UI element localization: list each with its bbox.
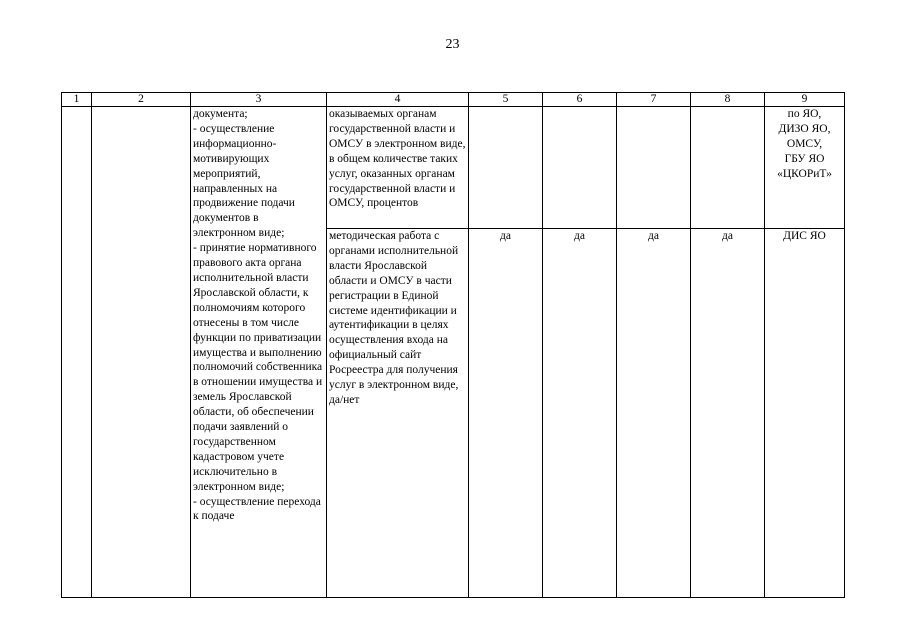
data-table xyxy=(61,92,845,598)
value-cell xyxy=(543,107,617,229)
value-cell xyxy=(469,107,543,229)
header-cell: 6 xyxy=(543,93,617,107)
cell-col1 xyxy=(62,107,92,598)
value-cell xyxy=(617,107,691,229)
responsible-cell: ДИС ЯО xyxy=(765,229,845,598)
header-cell: 7 xyxy=(617,93,691,107)
header-cell: 9 xyxy=(765,93,845,107)
table-row xyxy=(62,107,845,229)
cell-col2 xyxy=(92,107,191,598)
value-cell: да xyxy=(617,229,691,598)
header-cell: 3 xyxy=(191,93,327,107)
header-cell: 1 xyxy=(62,93,92,107)
indicator-cell: методическая работа с органами исполнительной власти Ярославской области и ОМСУ в части регистрации в Единой системе идентификации и аутентификации в целях осуществления входа на официальный сайт Росреестра для получения услуг в электронном виде, да/нет xyxy=(327,229,469,598)
header-cell: 2 xyxy=(92,93,191,107)
value-cell xyxy=(691,107,765,229)
measures-cell: документа; - осуществление информационно-мотивирующих мероприятий, направленных на продвижение подачи документов в электронном виде; - принятие нормативного правового акта органа исполнительной власти Ярославской области, к полномочиям которого отнесены в том числе функции по приватизации имущества и выполнению полномочий собственника в отношении имущества и земель Ярославской области, об обеспечении подачи заявлений о государственном кадастровом учете исключительно в электронном виде; - осуществление перехода к подаче xyxy=(191,107,327,598)
header-cell: 5 xyxy=(469,93,543,107)
header-cell: 4 xyxy=(327,93,469,107)
value-cell: да xyxy=(469,229,543,598)
value-cell: да xyxy=(691,229,765,598)
responsible-cell: по ЯО, ДИЗО ЯО, ОМСУ, ГБУ ЯО «ЦКОРиТ» xyxy=(765,107,845,229)
indicator-cell: оказываемых органам государственной власти и ОМСУ в электронном виде, в общем количестве таких услуг, оказанных органам государственной власти и ОМСУ, процентов xyxy=(327,107,469,229)
value-cell: да xyxy=(543,229,617,598)
page-number: 23 xyxy=(445,37,460,52)
header-cell: 8 xyxy=(691,93,765,107)
table-header-row xyxy=(62,93,845,107)
